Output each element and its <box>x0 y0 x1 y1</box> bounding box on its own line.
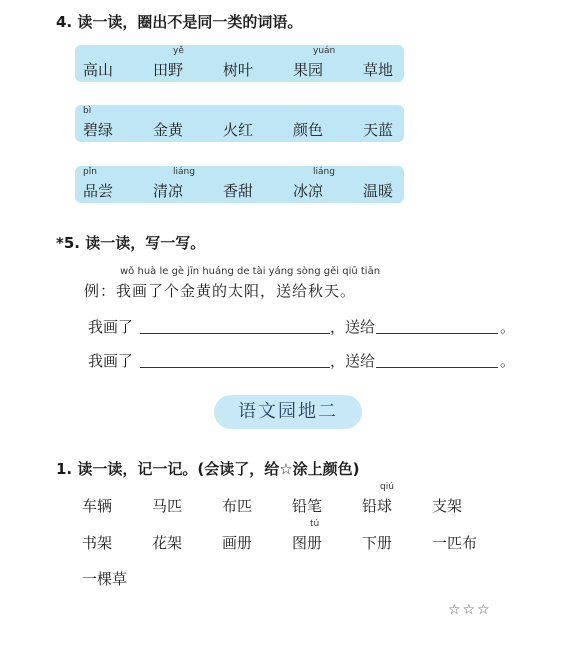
blank-what-2[interactable] <box>140 366 330 368</box>
vocab-pinyin: qiú <box>380 482 394 492</box>
fill-mid-1: ，送给 <box>330 318 376 336</box>
word-pinyin: pǐn <box>83 167 97 177</box>
word-pinyin: liáng <box>313 167 335 177</box>
example-sentence: 例：我画了个金黄的太阳，送给秋天。 <box>84 282 357 300</box>
vocab-item: 图册 <box>292 534 323 552</box>
word-pinyin: bì <box>83 106 92 116</box>
vocab-item: 一棵草 <box>82 570 128 588</box>
word-item[interactable]: 火红 <box>223 121 254 139</box>
fill-end-2: 。 <box>500 352 516 370</box>
rating-stars[interactable]: ☆☆☆ <box>448 602 492 618</box>
vocab-item: 书架 <box>82 534 113 552</box>
word-pinyin: liáng <box>173 167 195 177</box>
word-item[interactable]: 天蓝 <box>363 121 394 139</box>
section-banner: 语文园地二 <box>214 395 362 429</box>
vocab-pinyin: tú <box>310 519 320 529</box>
vocab-item: 铅笔 <box>292 497 323 515</box>
word-item[interactable]: 高山 <box>83 61 114 79</box>
word-item[interactable]: 树叶 <box>223 61 254 79</box>
example-pinyin: wǒ huà le gè jīn huáng de tài yáng sòng gěi qiū tiān <box>120 266 381 277</box>
vocab-item: 支架 <box>432 497 463 515</box>
word-group-2 <box>75 105 404 142</box>
q5-title: *5. 读一读，写一写。 <box>56 234 206 252</box>
blank-to-1[interactable] <box>376 332 498 334</box>
vocab-item: 画册 <box>222 534 253 552</box>
word-group-3 <box>75 166 404 203</box>
word-item[interactable]: 草地 <box>363 61 394 79</box>
word-item[interactable]: 果园 <box>293 61 324 79</box>
section2-q1-title: 1. 读一读，记一记。(会读了，给☆涂上颜色) <box>56 460 360 478</box>
blank-to-2[interactable] <box>376 366 498 368</box>
word-pinyin: yuán <box>313 46 336 56</box>
vocab-item: 布匹 <box>222 497 253 515</box>
word-item[interactable]: 田野 <box>153 61 184 79</box>
word-group-1 <box>75 45 404 82</box>
vocab-item: 花架 <box>152 534 183 552</box>
vocab-item: 铅球 <box>362 497 393 515</box>
vocab-item: 一匹布 <box>432 534 478 552</box>
blank-what-1[interactable] <box>140 332 330 334</box>
vocab-item: 下册 <box>362 534 393 552</box>
fill-mid-2: ，送给 <box>330 352 376 370</box>
word-item[interactable]: 颜色 <box>293 121 324 139</box>
q4-title: 4. 读一读，圈出不是同一类的词语。 <box>56 13 303 31</box>
word-item[interactable]: 香甜 <box>223 182 254 200</box>
word-item[interactable]: 温暖 <box>363 182 394 200</box>
word-pinyin: yě <box>173 46 184 56</box>
fill-end-1: 。 <box>500 318 516 336</box>
vocab-item: 车辆 <box>82 497 113 515</box>
word-item[interactable]: 品尝 <box>83 182 114 200</box>
fill-prefix-1: 我画了 <box>88 318 134 336</box>
word-item[interactable]: 金黄 <box>153 121 184 139</box>
word-item[interactable]: 冰凉 <box>293 182 324 200</box>
vocab-item: 马匹 <box>152 497 183 515</box>
word-item[interactable]: 清凉 <box>153 182 184 200</box>
fill-prefix-2: 我画了 <box>88 352 134 370</box>
word-item[interactable]: 碧绿 <box>83 121 114 139</box>
